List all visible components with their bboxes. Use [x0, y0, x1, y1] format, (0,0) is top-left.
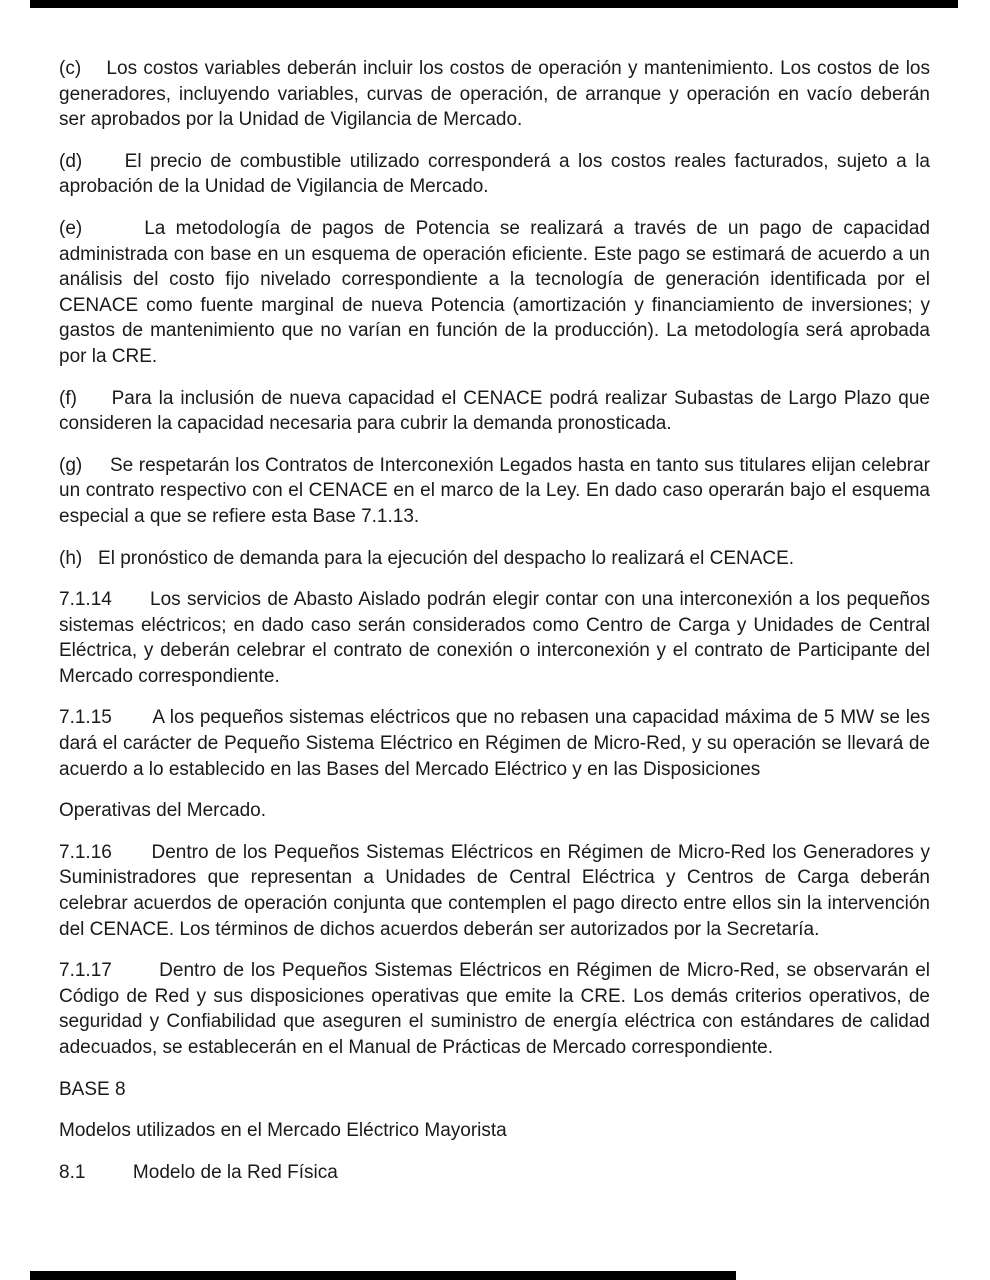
scan-artifact-top-bar [30, 0, 958, 8]
paragraph-item-c: (c) Los costos variables deberán incluir los costos de operación y mantenimiento. Los costos de los generadores, incluyendo variables, curvas de operación, de arranque y operación en vacío deberán ser aprobados por la Unidad de Vigilancia de Mercado. [59, 58, 930, 131]
paragraph-section-7-1-15-continuation: Operativas del Mercado. [59, 800, 266, 822]
paragraph-section-8-1: 8.1 Modelo de la Red Física [59, 1161, 338, 1183]
scan-artifact-bottom-bar [30, 1271, 736, 1280]
document-page [59, 56, 930, 1201]
paragraph-item-e: (e) La metodología de pagos de Potencia se realizará a través de un pago de capacidad administrada con base en un esquema de operación eficiente. Este pago se estimará de acuerdo a un análisis del costo fijo nivelado correspondiente a la tecnología de generación identificada por el CENACE como fuente marginal de nueva Potencia (amortización y financiamiento de inversiones; y gastos de mantenimiento que no varían en función de la producción). La metodología será aprobada por la CRE. [59, 217, 930, 367]
paragraph-section-7-1-16: 7.1.16 Dentro de los Pequeños Sistemas Eléctricos en Régimen de Micro-Red los Generadores y Suministradores que representan a Unidades de Central Eléctrica y Centros de Carga deberán celebrar acuerdos de operación conjunta que contemplen el pago directo entre ellos sin la intervención del CENACE. Los términos de dichos acuerdos deberán ser autorizados por la Secretaría. [59, 841, 930, 940]
paragraph-item-g: (g) Se respetarán los Contratos de Interconexión Legados hasta en tanto sus titulares elijan celebrar un contrato respectivo con el CENACE en el marco de la Ley. En dado caso operarán bajo el esquema especial a que se refiere esta Base 7.1.13. [59, 454, 930, 527]
heading-base-8-subtitle: Modelos utilizados en el Mercado Eléctrico Mayorista [59, 1120, 507, 1142]
paragraph-item-h: (h) El pronóstico de demanda para la ejecución del despacho lo realizará el CENACE. [59, 547, 795, 569]
paragraph-item-d: (d) El precio de combustible utilizado corresponderá a los costos reales facturados, sujeto a la aprobación de la Unidad de Vigilancia de Mercado. [59, 150, 930, 198]
paragraph-section-7-1-14: 7.1.14 Los servicios de Abasto Aislado podrán elegir contar con una interconexión a los pequeños sistemas eléctricos; en dado caso serán considerados como Centro de Carga y Unidades de Central Eléctrica, y deberán celebrar el contrato de conexión o interconexión y el contrato de Participante del Mercado correspondiente. [59, 589, 930, 687]
paragraph-section-7-1-15: 7.1.15 A los pequeños sistemas eléctricos que no rebasen una capacidad máxima de 5 MW se les dará el carácter de Pequeño Sistema Eléctrico en Régimen de Micro-Red, y su operación se llevará de acuerdo a lo establecido en las Bases del Mercado Eléctrico y en las Disposiciones [59, 707, 930, 780]
paragraph-item-f: (f) Para la inclusión de nueva capacidad el CENACE podrá realizar Subastas de Largo Plazo que consideren la capacidad necesaria para cubrir la demanda pronosticada. [59, 387, 930, 435]
paragraph-section-7-1-17: 7.1.17 Dentro de los Pequeños Sistemas Eléctricos en Régimen de Micro-Red, se observarán el Código de Red y sus disposiciones operativas que emite la CRE. Los demás criterios operativos, de seguridad y Confiabilidad que aseguren el suministro de energía eléctrica con estándares de calidad adecuados, se establecerán en el Manual de Prácticas de Mercado correspondiente. [59, 960, 930, 1058]
heading-base-8: BASE 8 [59, 1078, 126, 1100]
